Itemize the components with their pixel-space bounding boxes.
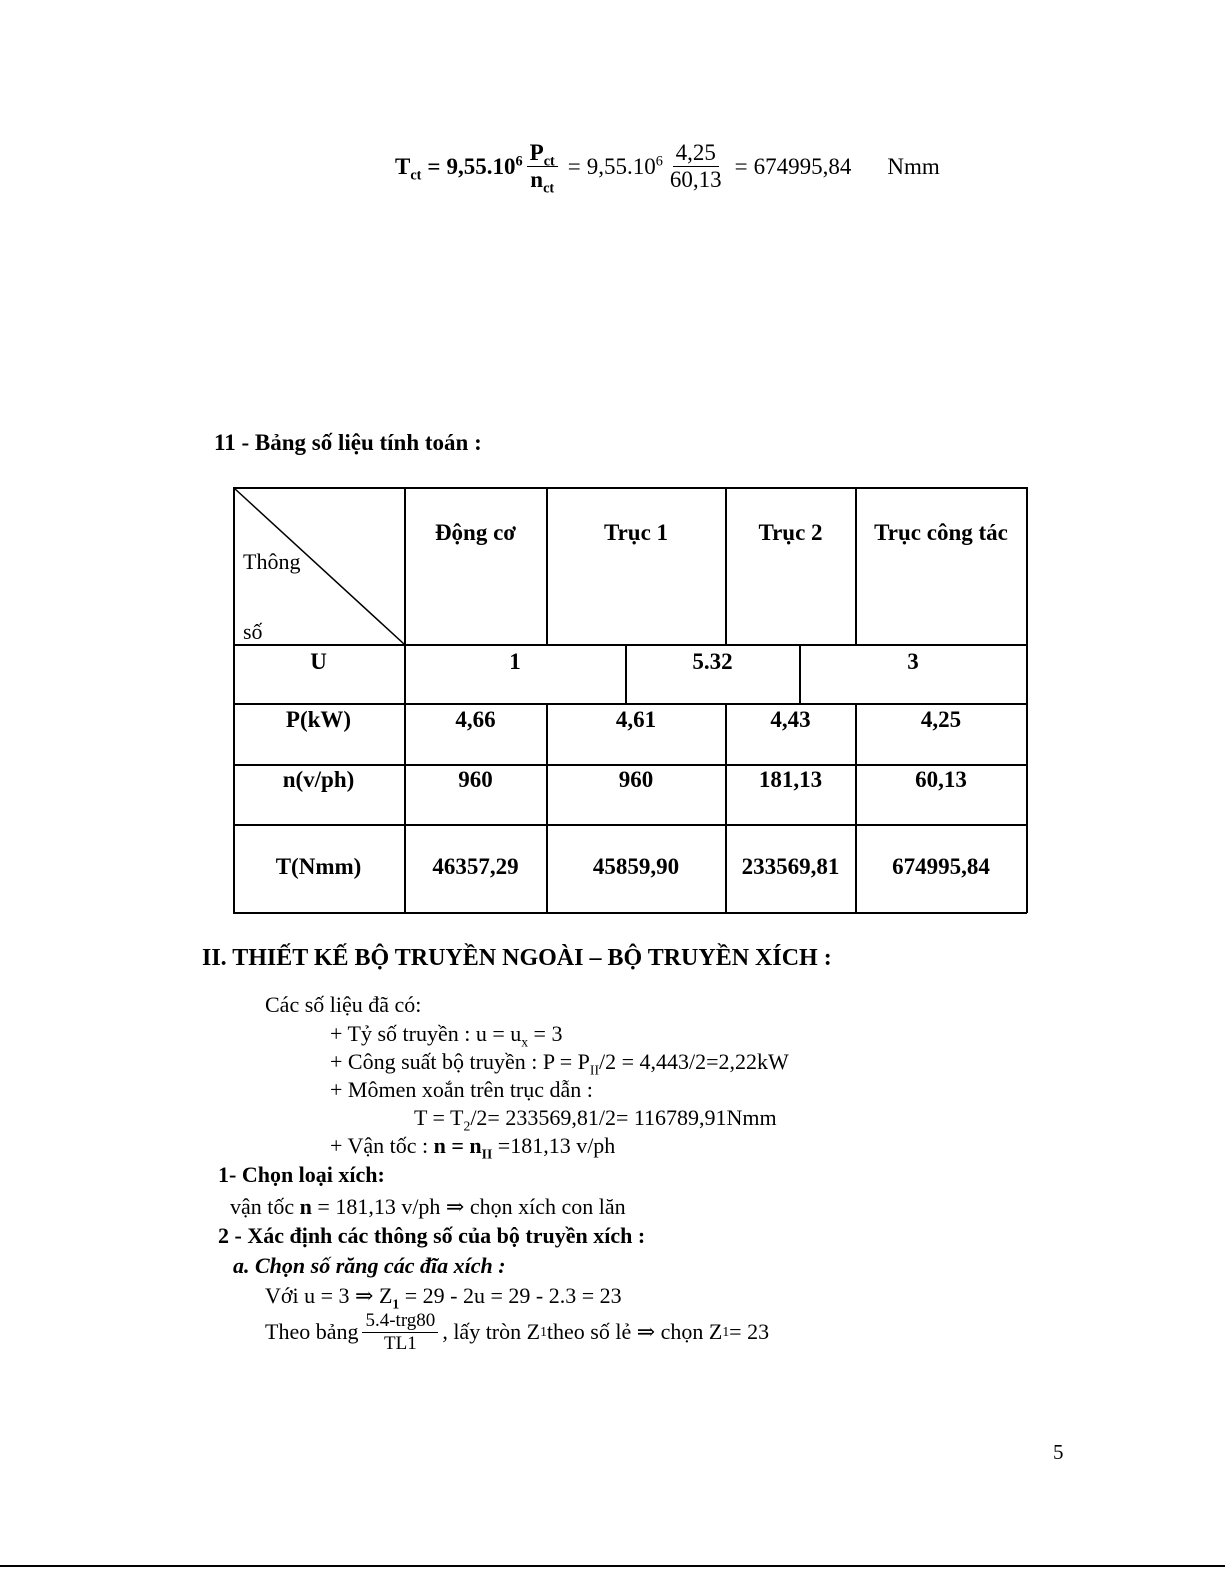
intro-line: Các số liệu đã có: (265, 992, 422, 1017)
z1-formula-line: Với u = 3 ⇒ $Z_1 = 29 - 2u = 29 - 2.3 = 23$ (265, 1283, 622, 1312)
header-shaft-2: Trục 2 (758, 520, 823, 545)
calculation-table (233, 487, 1027, 913)
table-cell: 960 (458, 767, 493, 792)
row-label-p: P(kW) (285, 707, 352, 732)
row-label-n: n(v/ph) (282, 767, 355, 792)
z1-choice-line: Theo bảng $\frac{\text{5.4-trg80}}{TL1}$ , lấy tròn Z 1 theo số lẻ ⇒ chọn Z 1 = 23 (265, 1310, 770, 1354)
formula-unit: Nmm (887, 153, 940, 179)
power-line: + Công suất bộ truyền : $P = P_{II}/2 = 4,443/2=2,22kW$ (330, 1049, 789, 1078)
formula-coefficient: 9,55.10$^6$ (446, 153, 523, 179)
section-ii-heading: II. THIẾT KẾ BỘ TRUYỀN NGOÀI – BỘ TRUYỀN XÍCH : (202, 945, 832, 971)
corner-label-bottom: số (243, 619, 263, 644)
table-cell: 4,43 (770, 707, 811, 732)
table-cell: 233569,81 (741, 854, 840, 879)
torque-label-line: + Mômen xoắn trên trục dẫn : (330, 1077, 593, 1102)
u-value-3: 3 (907, 649, 919, 674)
u-value-2: 5.32 (692, 649, 733, 674)
torque-value-line: $T = T_2/2= 233569,81/2= 116789,91Nmm$ (414, 1105, 777, 1134)
table-cell: 4,25 (920, 707, 962, 732)
equals-sign: = (734, 153, 748, 179)
table-cell: 960 (618, 767, 654, 792)
corner-label-top: Thông (243, 549, 301, 574)
heading-teeth-count: a. Chọn số răng các đĩa xích : (233, 1253, 506, 1278)
header-work-shaft: Trục công tác (874, 520, 1008, 545)
header-shaft-1: Trục 1 (603, 520, 669, 545)
torque-formula (395, 140, 940, 198)
table-cell: 45859,90 (592, 854, 680, 879)
u-value-1: 1 (509, 649, 521, 674)
heading-chain-params: 2 - Xác định các thông số của bộ truyền xích : (218, 1223, 646, 1248)
page-number: 5 (1053, 1440, 1064, 1464)
formula-fraction-numeric: $\frac{4,25}{60,13}$ (669, 140, 722, 193)
table-cell: 674995,84 (892, 854, 990, 879)
table-cell: 4,66 (455, 707, 496, 732)
equals-sign: = (427, 153, 441, 179)
table-cell: 60,13 (915, 767, 967, 792)
table-reference-fraction: $\frac{\text{5.4-trg80}}{TL1}$ (362, 1310, 438, 1355)
row-label-t: T(Nmm) (275, 854, 362, 879)
formula-fraction-symbolic: $\frac{P_{ct}}{n_{ct}}$ (527, 140, 558, 194)
formula-result: 674995,84 (753, 153, 852, 179)
table-cell: 4,61 (615, 707, 657, 732)
section-11-heading: 11 - Bảng số liệu tính toán : (214, 430, 482, 455)
heading-chain-type: 1- Chọn loại xích: (218, 1162, 385, 1187)
formula-coefficient-2: 9,55.10$^6$ (586, 153, 663, 179)
table-cell: 181,13 (758, 767, 823, 792)
header-motor: Động cơ (434, 520, 517, 545)
row-label-u: U (310, 649, 327, 674)
formula-lhs: $T_{ct}$ (395, 153, 422, 184)
table-cell: 46357,29 (432, 854, 519, 879)
ratio-line: + Tỷ số truyền : $u = u_x = 3$ (330, 1021, 563, 1050)
speed-line: + Vận tốc : $n = n_{II} =181,13$ v/ph (330, 1133, 616, 1162)
equals-sign: = (567, 153, 581, 179)
chain-choice-line: vận tốc n = 181,13 v/ph ⇒ chọn xích con lăn (230, 1194, 626, 1219)
page-bottom-border (0, 1565, 1225, 1567)
